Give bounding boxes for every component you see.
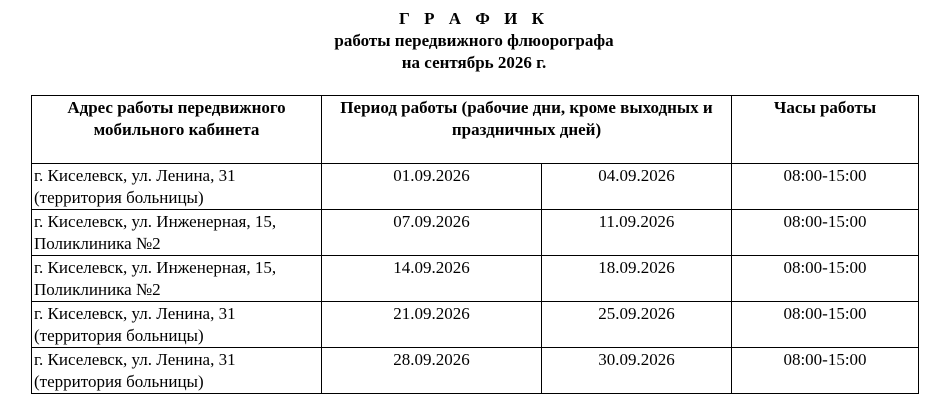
cell-start-date: 28.09.2026 (322, 348, 542, 394)
table-row (32, 256, 919, 302)
cell-end-date: 18.09.2026 (542, 256, 732, 302)
cell-address: г. Киселевск, ул. Инженерная, 15, Поликлиника №2 (32, 210, 322, 256)
cell-hours: 08:00-15:00 (732, 302, 919, 348)
table-row (32, 348, 919, 394)
cell-address: г. Киселевск, ул. Ленина, 31 (территория больницы) (32, 348, 322, 394)
cell-end-date: 25.09.2026 (542, 302, 732, 348)
cell-address: г. Киселевск, ул. Ленина, 31 (территория больницы) (32, 164, 322, 210)
column-header-address: Адрес работы передвижного мобильного кабинета (32, 96, 322, 164)
cell-start-date: 14.09.2026 (322, 256, 542, 302)
table-header-row (32, 96, 919, 164)
cell-hours: 08:00-15:00 (732, 256, 919, 302)
cell-start-date: 07.09.2026 (322, 210, 542, 256)
document-period: на сентябрь 2026 г. (401, 53, 547, 72)
cell-start-date: 21.09.2026 (322, 302, 542, 348)
column-header-period: Период работы (рабочие дни, кроме выходных и праздничных дней) (322, 96, 732, 164)
cell-address: г. Киселевск, ул. Ленина, 31 (территория больницы) (32, 302, 322, 348)
document-subtitle: работы передвижного флюорографа (334, 31, 614, 50)
document-header (0, 8, 948, 74)
document-title: Г Р А Ф И К (399, 9, 549, 28)
cell-end-date: 30.09.2026 (542, 348, 732, 394)
cell-hours: 08:00-15:00 (732, 164, 919, 210)
cell-hours: 08:00-15:00 (732, 210, 919, 256)
cell-end-date: 04.09.2026 (542, 164, 732, 210)
table-row (32, 302, 919, 348)
cell-end-date: 11.09.2026 (542, 210, 732, 256)
cell-hours: 08:00-15:00 (732, 348, 919, 394)
cell-start-date: 01.09.2026 (322, 164, 542, 210)
column-header-hours: Часы работы (732, 96, 919, 164)
schedule-table (31, 95, 919, 394)
table-row (32, 210, 919, 256)
table-row (32, 164, 919, 210)
cell-address: г. Киселевск, ул. Инженерная, 15, Поликлиника №2 (32, 256, 322, 302)
